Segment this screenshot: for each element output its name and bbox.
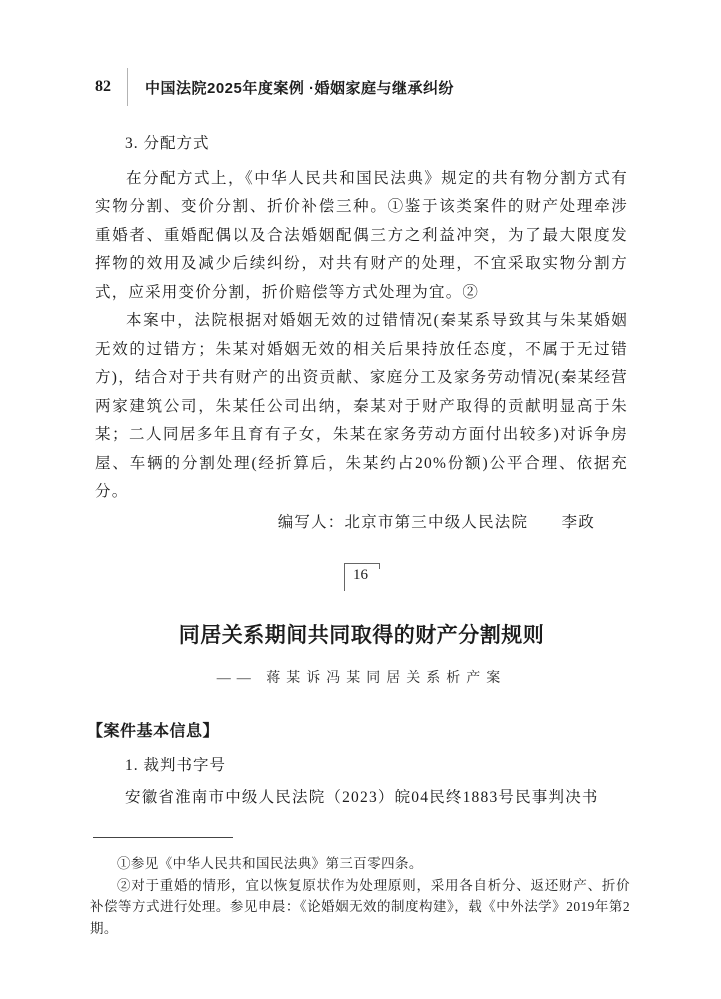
case-title: 同居关系期间共同取得的财产分割规则 [178,624,545,647]
case-info-item-value: 安徽省淮南市中级人民法院（2023）皖04民终1883号民事判决书 [125,789,599,806]
case-info-heading: 【案件基本信息】 [87,723,220,740]
footnotes [90,837,630,939]
page-number: 82 [95,78,111,95]
author-line: 编写人：北京市第三中级人民法院 李政 [277,513,595,531]
footnote-1: ①参见《中华人民共和国民法典》第三百零四条。 [117,856,423,871]
previous-case-text [95,130,628,537]
case-info-item-label: 1. 裁判书字号 [125,757,227,774]
body-paragraph: 本案中，法院根据对婚姻无效的过错情况(秦某系导致其与朱某婚姻无效的过错方；朱某对婚姻无效的相关后果持放任态度，不属于无过错方)，结合对于共有财产的出资贡献、家庭分工及家务劳动情况(秦某经营两家建筑公司，朱某任公司出纳，秦某对于财产取得的贡献明显高于朱某；二人同居多年且育有子女，朱某在家务劳动方面付出较多)对诉争房屋、车辆的分割处理(经折算后，朱某约占20%份额)公平合理、依据充分。 [95,312,628,500]
body-paragraph: 在分配方式上，《中华人民共和国民法典》规定的共有物分割方式有实物分割、变价分割、折价补偿三种。①鉴于该类案件的财产处理牵涉重婚者、重婚配偶以及合法婚姻配偶三方之利益冲突，为了最大限度发挥物的效用及减少后续纠纷，对共有财产的处理，不宜采取实物分割方式，应采用变价分割，折价赔偿等方式处理为宜。② [95,169,628,301]
header-divider [127,68,128,106]
case-number: 16 [353,567,368,583]
footnote-2: ②对于重婚的情形，宜以恢复原状作为处理原则，采用各自析分、返还财产、折价补偿等方式进行处理。参见申晨：《论婚姻无效的制度构建》，载《中外法学》2019年第2期。 [90,877,630,936]
case-subtitle: —— 蒋某诉冯某同居关系析产案 [216,671,507,686]
footnote-separator [93,837,233,838]
page-header [95,68,454,106]
book-title: 中国法院2025年度案例 ·婚姻家庭与继承纠纷 [145,79,455,97]
section-heading: 3. 分配方式 [125,135,210,152]
case-number-box [344,563,380,591]
